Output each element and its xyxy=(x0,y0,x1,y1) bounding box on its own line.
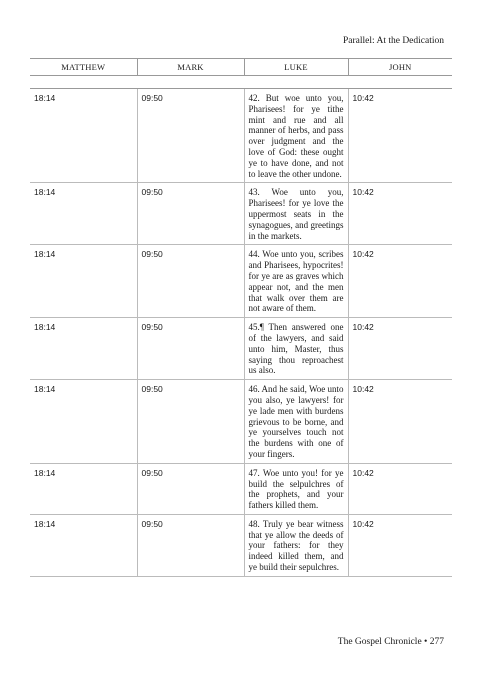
mark-ref: 09:50 xyxy=(137,318,244,380)
column-header-john: JOHN xyxy=(348,59,452,76)
luke-verse: 42. But woe unto you, Pharisees! for ye tithe mint and rue and all manner of herbs, and pass over judgment and the love of God: these ought ye to have done, and not to leave the other undone. xyxy=(244,89,348,183)
matthew-ref: 18:14 xyxy=(30,318,137,380)
page-footer: The Gospel Chronicle • 277 xyxy=(337,637,444,647)
john-ref: 10:42 xyxy=(348,183,452,245)
table-row xyxy=(30,245,452,318)
mark-ref: 09:50 xyxy=(137,380,244,464)
john-ref: 10:42 xyxy=(348,514,452,576)
luke-verse: 47. Woe unto you! for ye build the selpulchres of the prophets, and your fathers killed them. xyxy=(244,463,348,514)
luke-verse: 48. Truly ye bear witness that ye allow the deeds of your fathers: for they indeed killed them, and ye build their sepulchres. xyxy=(244,514,348,576)
matthew-ref: 18:14 xyxy=(30,514,137,576)
table-header xyxy=(30,59,452,76)
mark-ref: 09:50 xyxy=(137,245,244,318)
luke-verse: 45.¶ Then answered one of the lawyers, and said unto him, Master, thus saying thou reproachest us also. xyxy=(244,318,348,380)
table-row xyxy=(30,318,452,380)
column-header-matthew: MATTHEW xyxy=(30,59,137,76)
john-ref: 10:42 xyxy=(348,318,452,380)
matthew-ref: 18:14 xyxy=(30,463,137,514)
luke-verse: 46. And he said, Woe unto you also, ye lawyers! for ye lade men with burdens grievous to be borne, and ye yourselves touch not the burdens with one of your fingers. xyxy=(244,380,348,464)
column-header-luke: LUKE xyxy=(244,59,348,76)
running-title: Parallel: At the Dedication xyxy=(342,36,444,46)
matthew-ref: 18:14 xyxy=(30,183,137,245)
table-row xyxy=(30,89,452,183)
john-ref: 10:42 xyxy=(348,463,452,514)
column-header-mark: MARK xyxy=(137,59,244,76)
matthew-ref: 18:14 xyxy=(30,380,137,464)
table-row xyxy=(30,514,452,576)
john-ref: 10:42 xyxy=(348,89,452,183)
parallel-table xyxy=(30,58,452,577)
table-row xyxy=(30,380,452,464)
mark-ref: 09:50 xyxy=(137,514,244,576)
table-row xyxy=(30,463,452,514)
matthew-ref: 18:14 xyxy=(30,89,137,183)
luke-verse: 44. Woe unto you, scribes and Pharisees, hypocrites! for ye are as graves which appear not, and the men that walk over them are not aware of them. xyxy=(244,245,348,318)
table-row xyxy=(30,183,452,245)
matthew-ref: 18:14 xyxy=(30,245,137,318)
mark-ref: 09:50 xyxy=(137,89,244,183)
john-ref: 10:42 xyxy=(348,380,452,464)
luke-verse: 43. Woe unto you, Pharisees! for ye love the uppermost seats in the synagogues, and greetings in the markets. xyxy=(244,183,348,245)
john-ref: 10:42 xyxy=(348,245,452,318)
mark-ref: 09:50 xyxy=(137,183,244,245)
mark-ref: 09:50 xyxy=(137,463,244,514)
